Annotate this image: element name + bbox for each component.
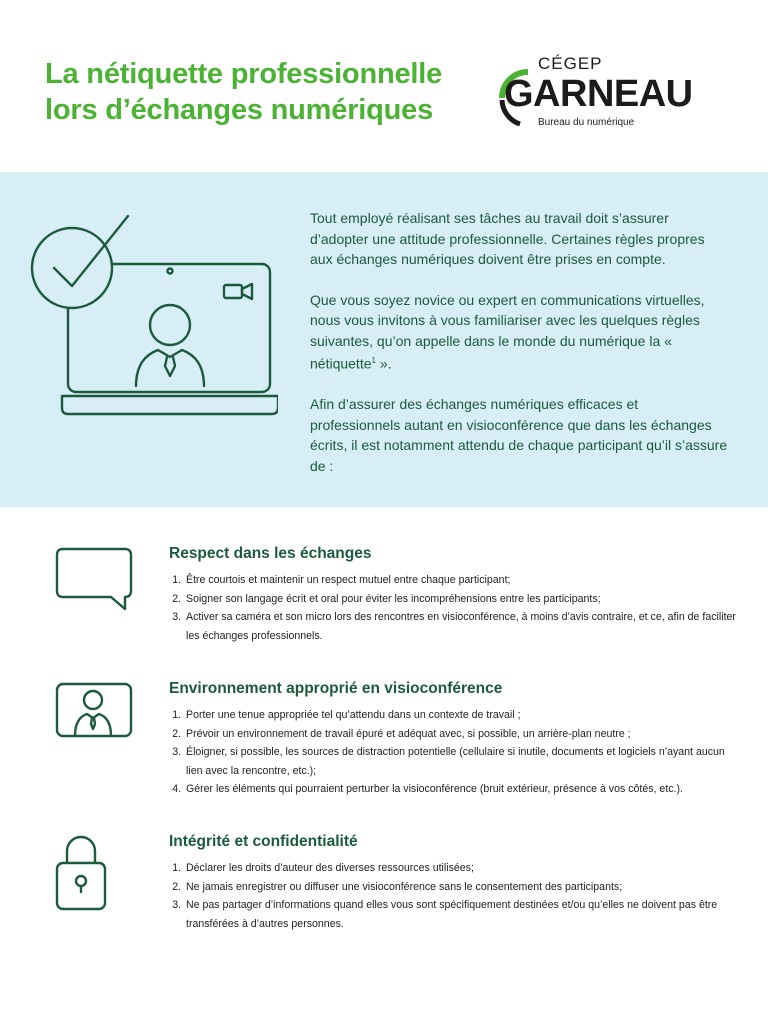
list-item: 2. Soigner son langage écrit et oral pour éviter les incompréhensions entre les participants;: [184, 590, 744, 609]
list-item: 4. Gérer les éléments qui pourraient perturber la visioconférence (bruit extérieur, présence à vos côtés, etc.).: [184, 780, 744, 799]
laptop-videocall-icon: [28, 210, 278, 420]
list-item: 3. Éloigner, si possible, les sources de distraction potentielle (cellulaire si inutile, documents et logiciels n’ayant aucun lien avec la rencontre, etc.);: [184, 743, 744, 780]
intro-paragraph-2: Que vous soyez novice ou expert en communications virtuelles, nous vous invitons à vous familiariser avec les quelques règles suivantes, qu’on appelle dans le monde du numérique la « nétiquette$^1$ ».: [310, 291, 705, 372]
intro-text: [310, 208, 730, 496]
speech-bubble-icon: [55, 547, 135, 613]
page-header: [0, 0, 768, 172]
section-title-integrity: Intégrité et confidentialité: [169, 833, 358, 850]
padlock-icon: [55, 833, 107, 915]
intro-paragraph-1: Tout employé réalisant ses tâches au travail doit s’assurer d’adopter une attitude professionnelle. Certaines règles propres aux échanges numériques doivent être prises en compte.: [310, 210, 705, 267]
list-item: 1. Porter une tenue appropriée tel qu’attendu dans un contexte de travail ;: [184, 706, 744, 725]
logo-subtitle: Bureau du numérique: [538, 117, 635, 128]
page-title-line-2: lors d’échanges numériques: [45, 94, 434, 126]
list-item: 2. Ne jamais enregistrer ou diffuser une visioconférence sans le consentement des participants;: [184, 878, 744, 897]
section-title-respect: Respect dans les échanges: [169, 545, 372, 562]
list-item: 3. Activer sa caméra et son micro lors des rencontres en visioconférence, à moins d’avis contraire, et ce, afin de faciliter les échanges professionnels.: [184, 608, 744, 645]
list-item: 1. Être courtois et maintenir un respect mutuel entre chaque participant;: [184, 571, 744, 590]
list-item: 3. Ne pas partager d’informations quand elles vous sont spécifiquement destinées et/ou qu’elles ne doivent pas être transférées à d’autres personnes.: [184, 896, 744, 933]
respect-list: [169, 571, 744, 645]
page-title: [45, 56, 442, 128]
integrity-list: [169, 859, 744, 933]
footnote-marker: 1: [371, 356, 376, 365]
cegep-garneau-logo: [494, 56, 706, 134]
intro-paragraph-3: Afin d’assurer des échanges numériques efficaces et professionnels autant en visioconférence que dans les échanges écrits, il est notamment attendu de chaque participant qu’il s’assure de :: [310, 396, 728, 474]
page-title-line-1: La nétiquette professionnelle: [45, 58, 443, 90]
list-item: 1. Déclarer les droits d’auteur des diverses ressources utilisées;: [184, 859, 744, 878]
list-item: 2. Prévoir un environnement de travail épuré et adéquat avec, si possible, un arrière-plan neutre ;: [184, 725, 744, 744]
environment-list: [169, 706, 744, 799]
logo-cegep-text: CÉGEP: [538, 54, 603, 73]
section-title-environment: Environnement approprié en visioconférence: [169, 680, 503, 697]
intro-panel: [0, 172, 768, 507]
logo-garneau-text: GARNEAU: [504, 73, 693, 115]
video-person-icon: [55, 682, 135, 742]
